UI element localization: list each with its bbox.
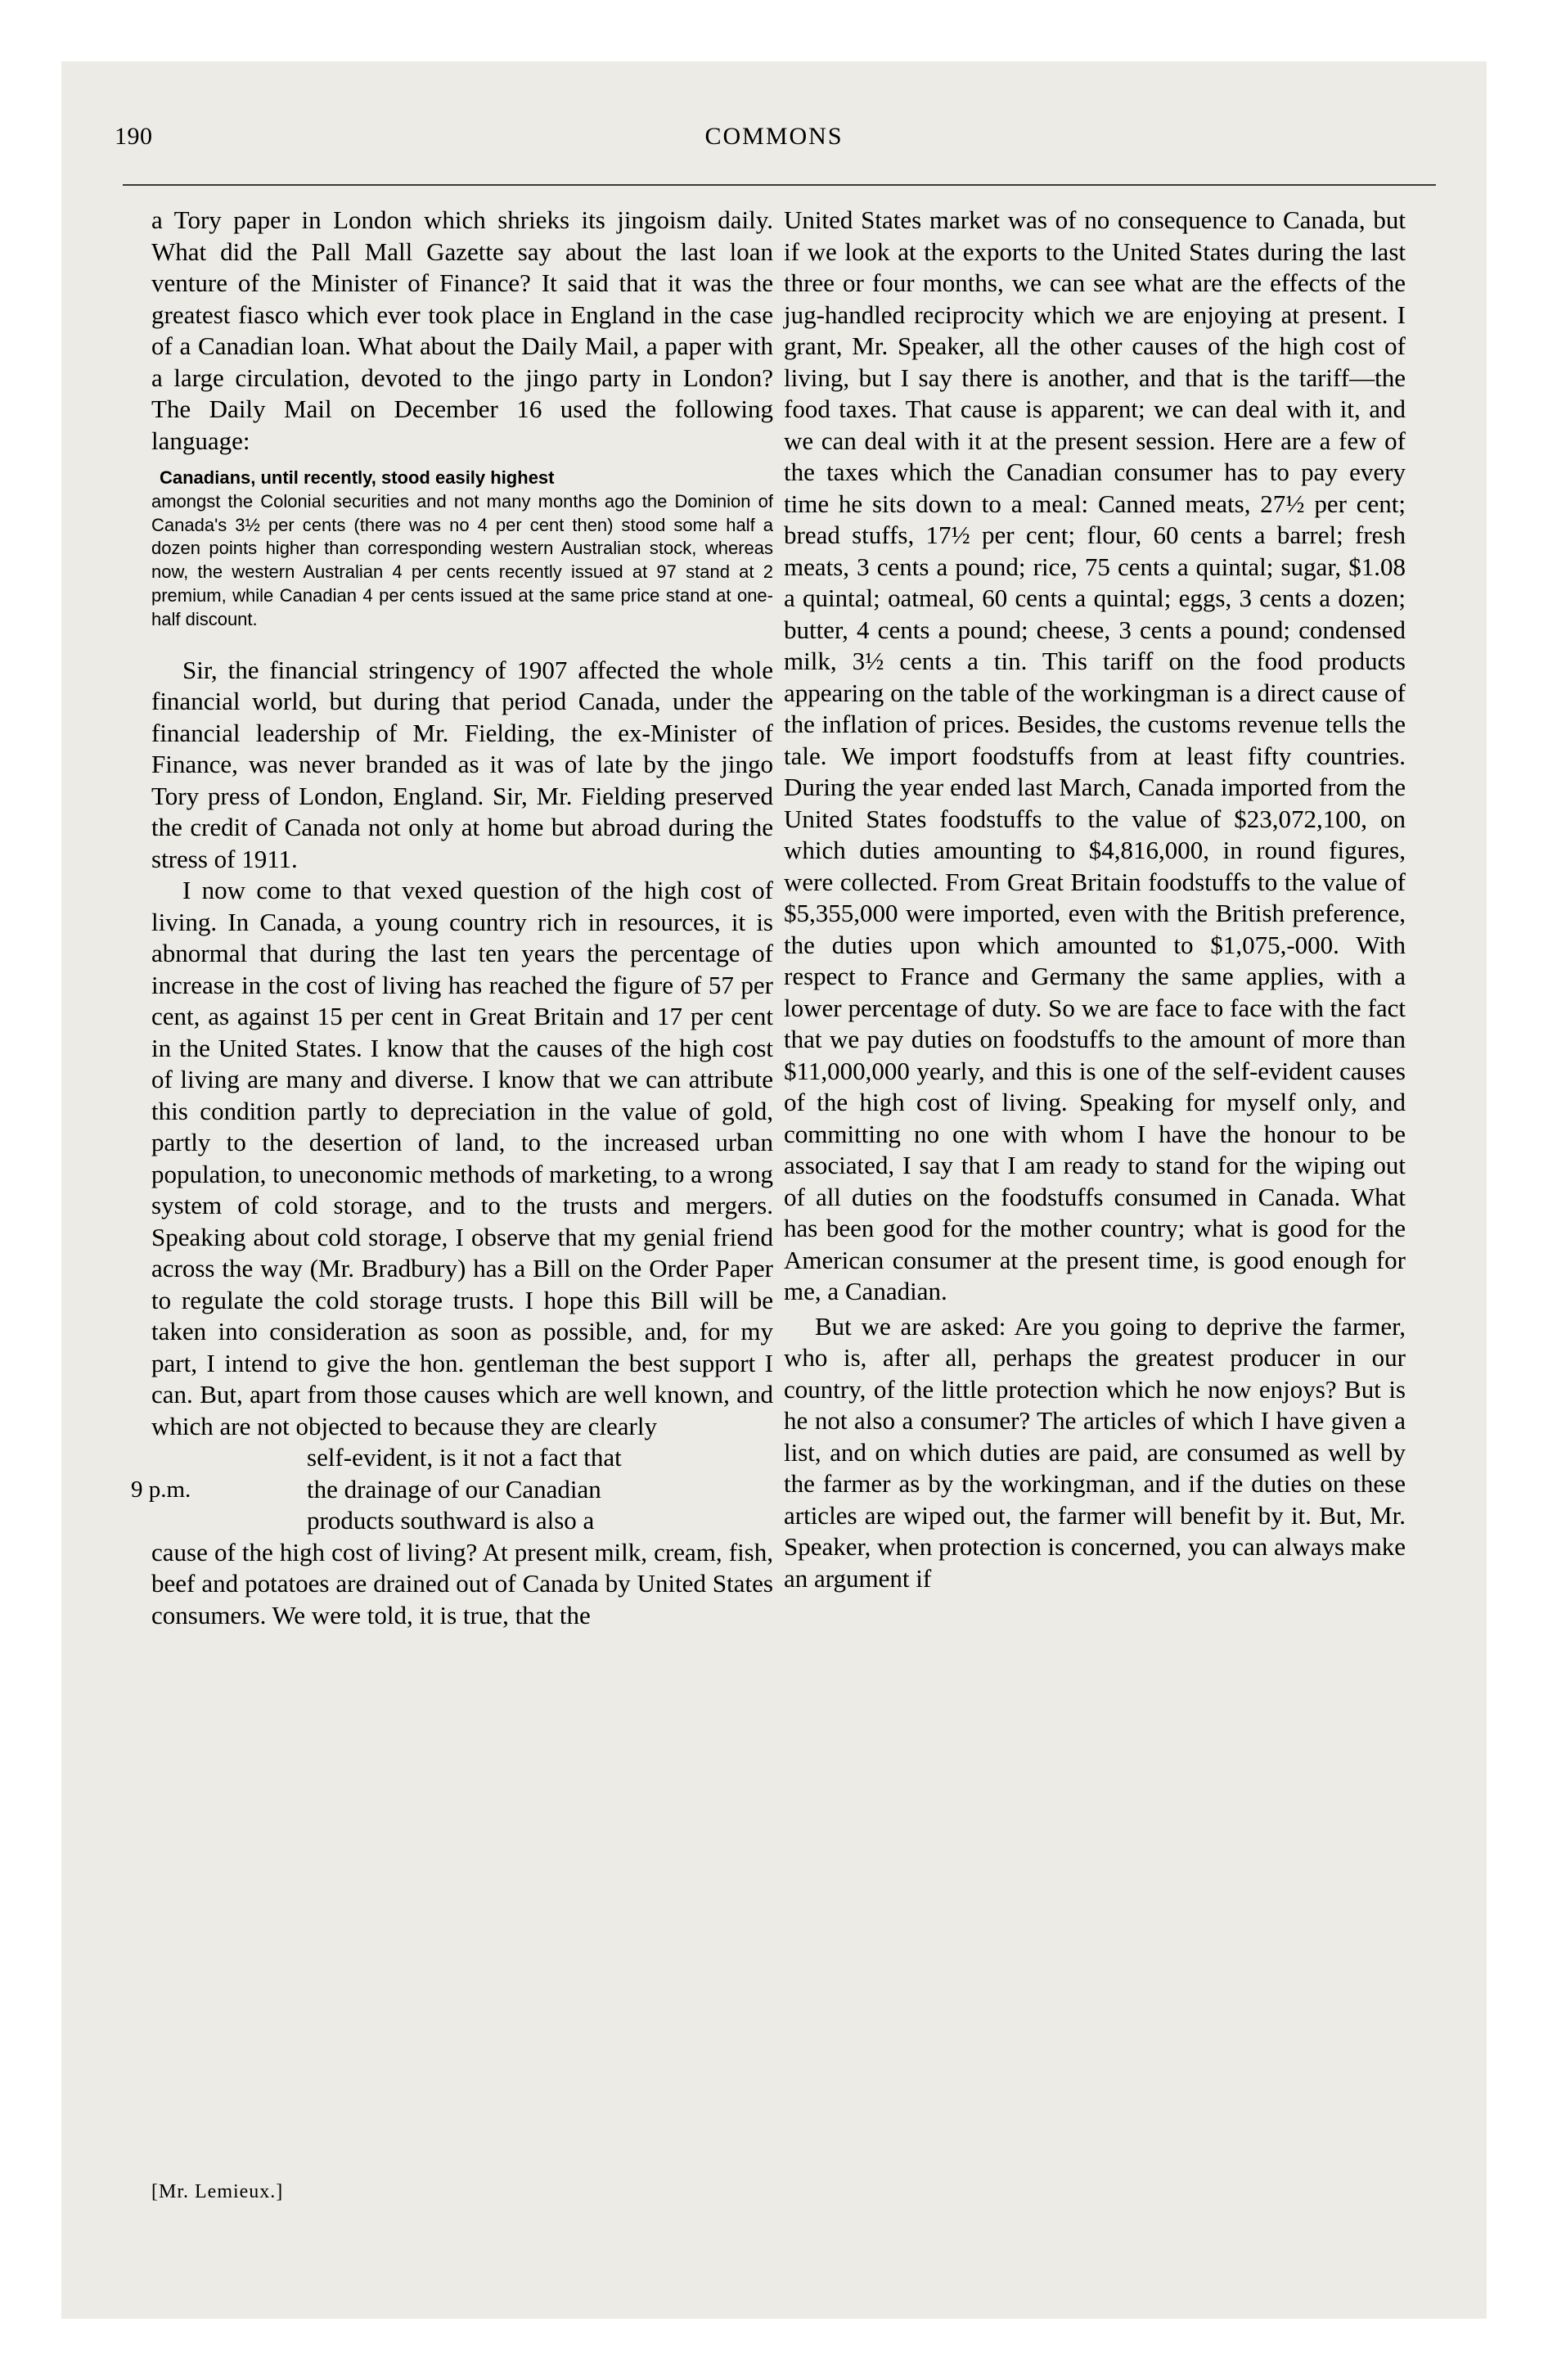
inset-line-2: the drainage of our Canadian xyxy=(307,1474,601,1503)
left-paragraph-2: Sir, the financial stringency of 1907 affected the whole financial world, but during that period Canada, under the financial leadership of Mr. Fielding, the ex-Minister of Finance, was never branded as it was of late by the jingo Tory press of London, England. Sir, Mr. Fielding preserved the credit of Canada not only at home but abroad during the stress of 1911. xyxy=(151,655,773,873)
inset-line-2-wrap xyxy=(131,1474,773,1506)
right-column xyxy=(784,205,1406,1594)
quote-body: amongst the Colonial securities and not many months ago the Dominion of Canada's 3½ per cents (there was no 4 per cent then) stood some half a dozen points higher than corresponding western Australian stock, whereas now, the western Australian 4 per cents recently issued at 97 stand at 2 premium, while Canadian 4 per cents issued at the same price stand at one-half discount. xyxy=(151,490,773,629)
right-paragraph-2: But we are asked: Are you going to deprive the farmer, who is, after all, perhaps the greatest producer in our country, of the little protection which he now enjoys? But is he not also a consumer? The articles of which I have given a list, and on which duties are paid, are consumed as well by the farmer as by the workingman, and if the duties on these articles are wiped out, the farmer will benefit by it. But, Mr. Speaker, when protection is concerned, you can always make an argument if xyxy=(784,1311,1406,1593)
margin-time-note: 9 p.m. xyxy=(131,1476,191,1503)
speaker-footer: [Mr. Lemieux.] xyxy=(151,2181,284,2202)
left-paragraph-1: a Tory paper in London which shrieks its jingoism daily. What did the Pall Mall Gazette say about the last loan venture of the Minister of Finance? It said that it was the greatest fiasco which ever took place in England in the case of a Canadian loan. What about the Daily Mail, a paper with a large circulation, devoted to the jingo party in London? The Daily Mail on December 16 used the following language: xyxy=(151,205,773,455)
margin-time-block xyxy=(131,1442,773,1537)
page-title: COMMONS xyxy=(704,123,844,150)
page-number: 190 xyxy=(115,123,153,150)
inset-line-3: products southward is also a xyxy=(307,1506,595,1535)
left-paragraph-3: I now come to that vexed question of the high cost of living. In Canada, a young country rich in resources, it is abnormal that during the last ten years the percentage of increase in the cost of living has reached the figure of 57 per cent, as against 15 per cent in Great Britain and 17 per cent in the United States. I know that the causes of the high cost of living are many and diverse. I know that we can attribute this condition partly to depreciation in the value of gold, partly to the desertion of land, to the increased urban population, to uneconomic methods of marketing, to a wrong system of cold storage, and to the trusts and mergers. Speaking about cold storage, I observe that my genial friend across the way (Mr. Bradbury) has a Bill on the Order Paper to regulate the cold storage trusts. I hope this Bill will be taken into consideration as soon as possible, and, for my part, I intend to give the hon. gentleman the best support I can. But, apart from those causes which are well known, and which are not objected to because they are clearly xyxy=(151,876,773,1440)
left-paragraph-3-end: cause of the high cost of living? At present milk, cream, fish, beef and potatoes are drained out of Canada by United States consumers. We were told, it is true, that the xyxy=(151,1537,773,1629)
header-rule xyxy=(123,184,1436,186)
left-column xyxy=(131,205,773,1631)
inset-line-1: self-evident, is it not a fact that xyxy=(307,1443,622,1472)
block-quote xyxy=(151,467,773,632)
quote-first-line: Canadians, until recently, stood easily highest xyxy=(160,467,555,488)
right-paragraph-1: United States market was of no consequence to Canada, but if we look at the exports to the United States during the last three or four months, we can see what are the effects of the jug-handled reciprocity which we are enjoying at present. I grant, Mr. Speaker, all the other causes of the high cost of living, but I say there is another, and that is the tariff—the food taxes. That cause is apparent; we can deal with it, and we can deal with it at the present session. Here are a few of the taxes which the Canadian consumer has to pay every time he sits down to a meal: Canned meats, 27½ per cent; bread stuffs, 17½ per cent; flour, 60 cents a barrel; fresh meats, 3 cents a pound; rice, 75 cents a quintal; sugar, $1.08 a quintal; oatmeal, 60 cents a quintal; eggs, 3 cents a dozen; butter, 4 cents a pound; cheese, 3 cents a pound; condensed milk, 3½ cents a tin. This tariff on the food products appearing on the table of the workingman is a direct cause of the inflation of prices. Besides, the customs revenue tells the tale. We import foodstuffs from at least fifty countries. During the year ended last March, Canada imported from the United States foodstuffs to the value of $23,072,100, on which duties amounting to $4,816,000, in round figures, were collected. From Great Britain foodstuffs to the value of $5,355,000 were imported, even with the British preference, the duties upon which amounted to $1,075,-000. With respect to France and Germany the same applies, with a lower percentage of duty. So we are face to face with the fact that we pay duties on foodstuffs to the amount of more than $11,000,000 yearly, and this is one of the self-evident causes of the high cost of living. Speaking for myself only, and committing no one with whom I have the honour to be associated, I say that I am ready to stand for the wiping out of all duties on the foodstuffs consumed in Canada. What has been good for the mother country; what is good for the American consumer at the present time, is good enough for me, a Canadian. xyxy=(784,205,1406,1305)
